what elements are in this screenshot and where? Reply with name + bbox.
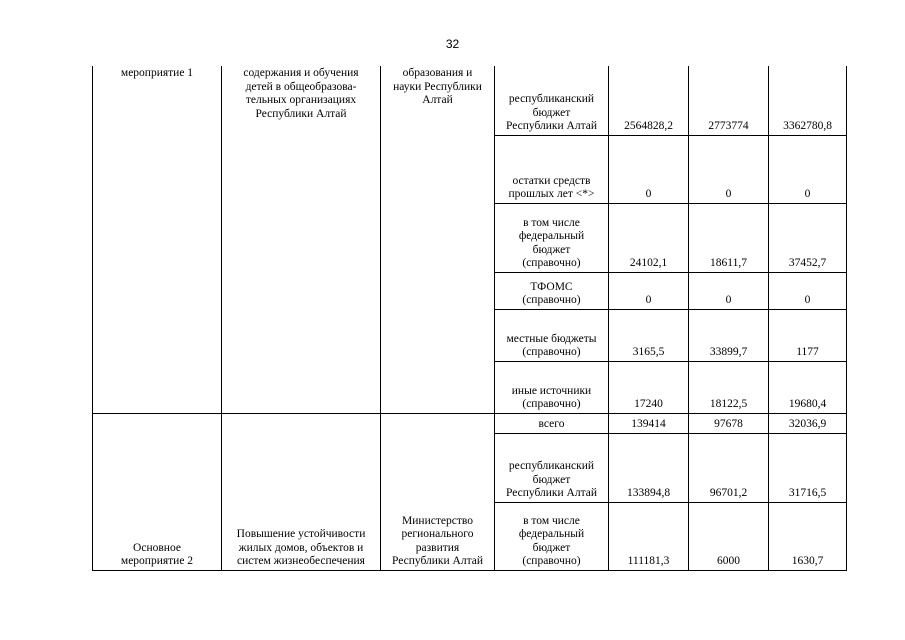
value-cell: 111181,3 — [609, 502, 689, 570]
value-cell: 3165,5 — [609, 309, 689, 361]
value-cell: 0 — [769, 272, 847, 309]
executor-cell: Министерство регионального развития Республики Алтай — [381, 413, 495, 570]
description-cell: Повышение устойчивости жилых домов, объектов и систем жизнеобеспечения — [222, 413, 381, 570]
source-cell: местные бюджеты (справочно) — [495, 309, 609, 361]
value-cell: 1630,7 — [769, 502, 847, 570]
value-cell: 6000 — [689, 502, 769, 570]
value-cell: 33899,7 — [689, 309, 769, 361]
value-cell: 96701,2 — [689, 433, 769, 502]
value-cell: 24102,1 — [609, 203, 689, 272]
table-row — [93, 66, 847, 135]
value-cell: 97678 — [689, 413, 769, 433]
budget-table — [92, 66, 847, 571]
table-row — [93, 413, 847, 433]
source-cell: в том числе федеральный бюджет (справочно) — [495, 502, 609, 570]
value-cell: 0 — [609, 135, 689, 203]
value-cell: 3362780,8 — [769, 66, 847, 135]
value-cell: 133894,8 — [609, 433, 689, 502]
source-cell: всего — [495, 413, 609, 433]
source-cell: ТФОМС (справочно) — [495, 272, 609, 309]
value-cell: 1177 — [769, 309, 847, 361]
value-cell: 0 — [609, 272, 689, 309]
value-cell: 32036,9 — [769, 413, 847, 433]
value-cell: 2564828,2 — [609, 66, 689, 135]
source-cell: иные источники (справочно) — [495, 361, 609, 413]
source-cell: остатки средств прошлых лет <*> — [495, 135, 609, 203]
source-cell: республиканский бюджет Республики Алтай — [495, 66, 609, 135]
value-cell: 19680,4 — [769, 361, 847, 413]
source-cell: республиканский бюджет Республики Алтай — [495, 433, 609, 502]
value-cell: 139414 — [609, 413, 689, 433]
value-cell: 18611,7 — [689, 203, 769, 272]
event-cell: Основное мероприятие 2 — [93, 413, 222, 570]
event-cell: мероприятие 1 — [93, 66, 222, 413]
value-cell: 0 — [769, 135, 847, 203]
value-cell: 31716,5 — [769, 433, 847, 502]
value-cell: 2773774 — [689, 66, 769, 135]
source-cell: в том числе федеральный бюджет (справочно) — [495, 203, 609, 272]
executor-cell: образования и науки Республики Алтай — [381, 66, 495, 413]
value-cell: 37452,7 — [769, 203, 847, 272]
value-cell: 0 — [689, 135, 769, 203]
value-cell: 17240 — [609, 361, 689, 413]
page-number: 32 — [445, 37, 460, 51]
description-cell: содержания и обучения детей в общеобразова- тельных организациях Республики Алтай — [222, 66, 381, 413]
value-cell: 0 — [689, 272, 769, 309]
value-cell: 18122,5 — [689, 361, 769, 413]
